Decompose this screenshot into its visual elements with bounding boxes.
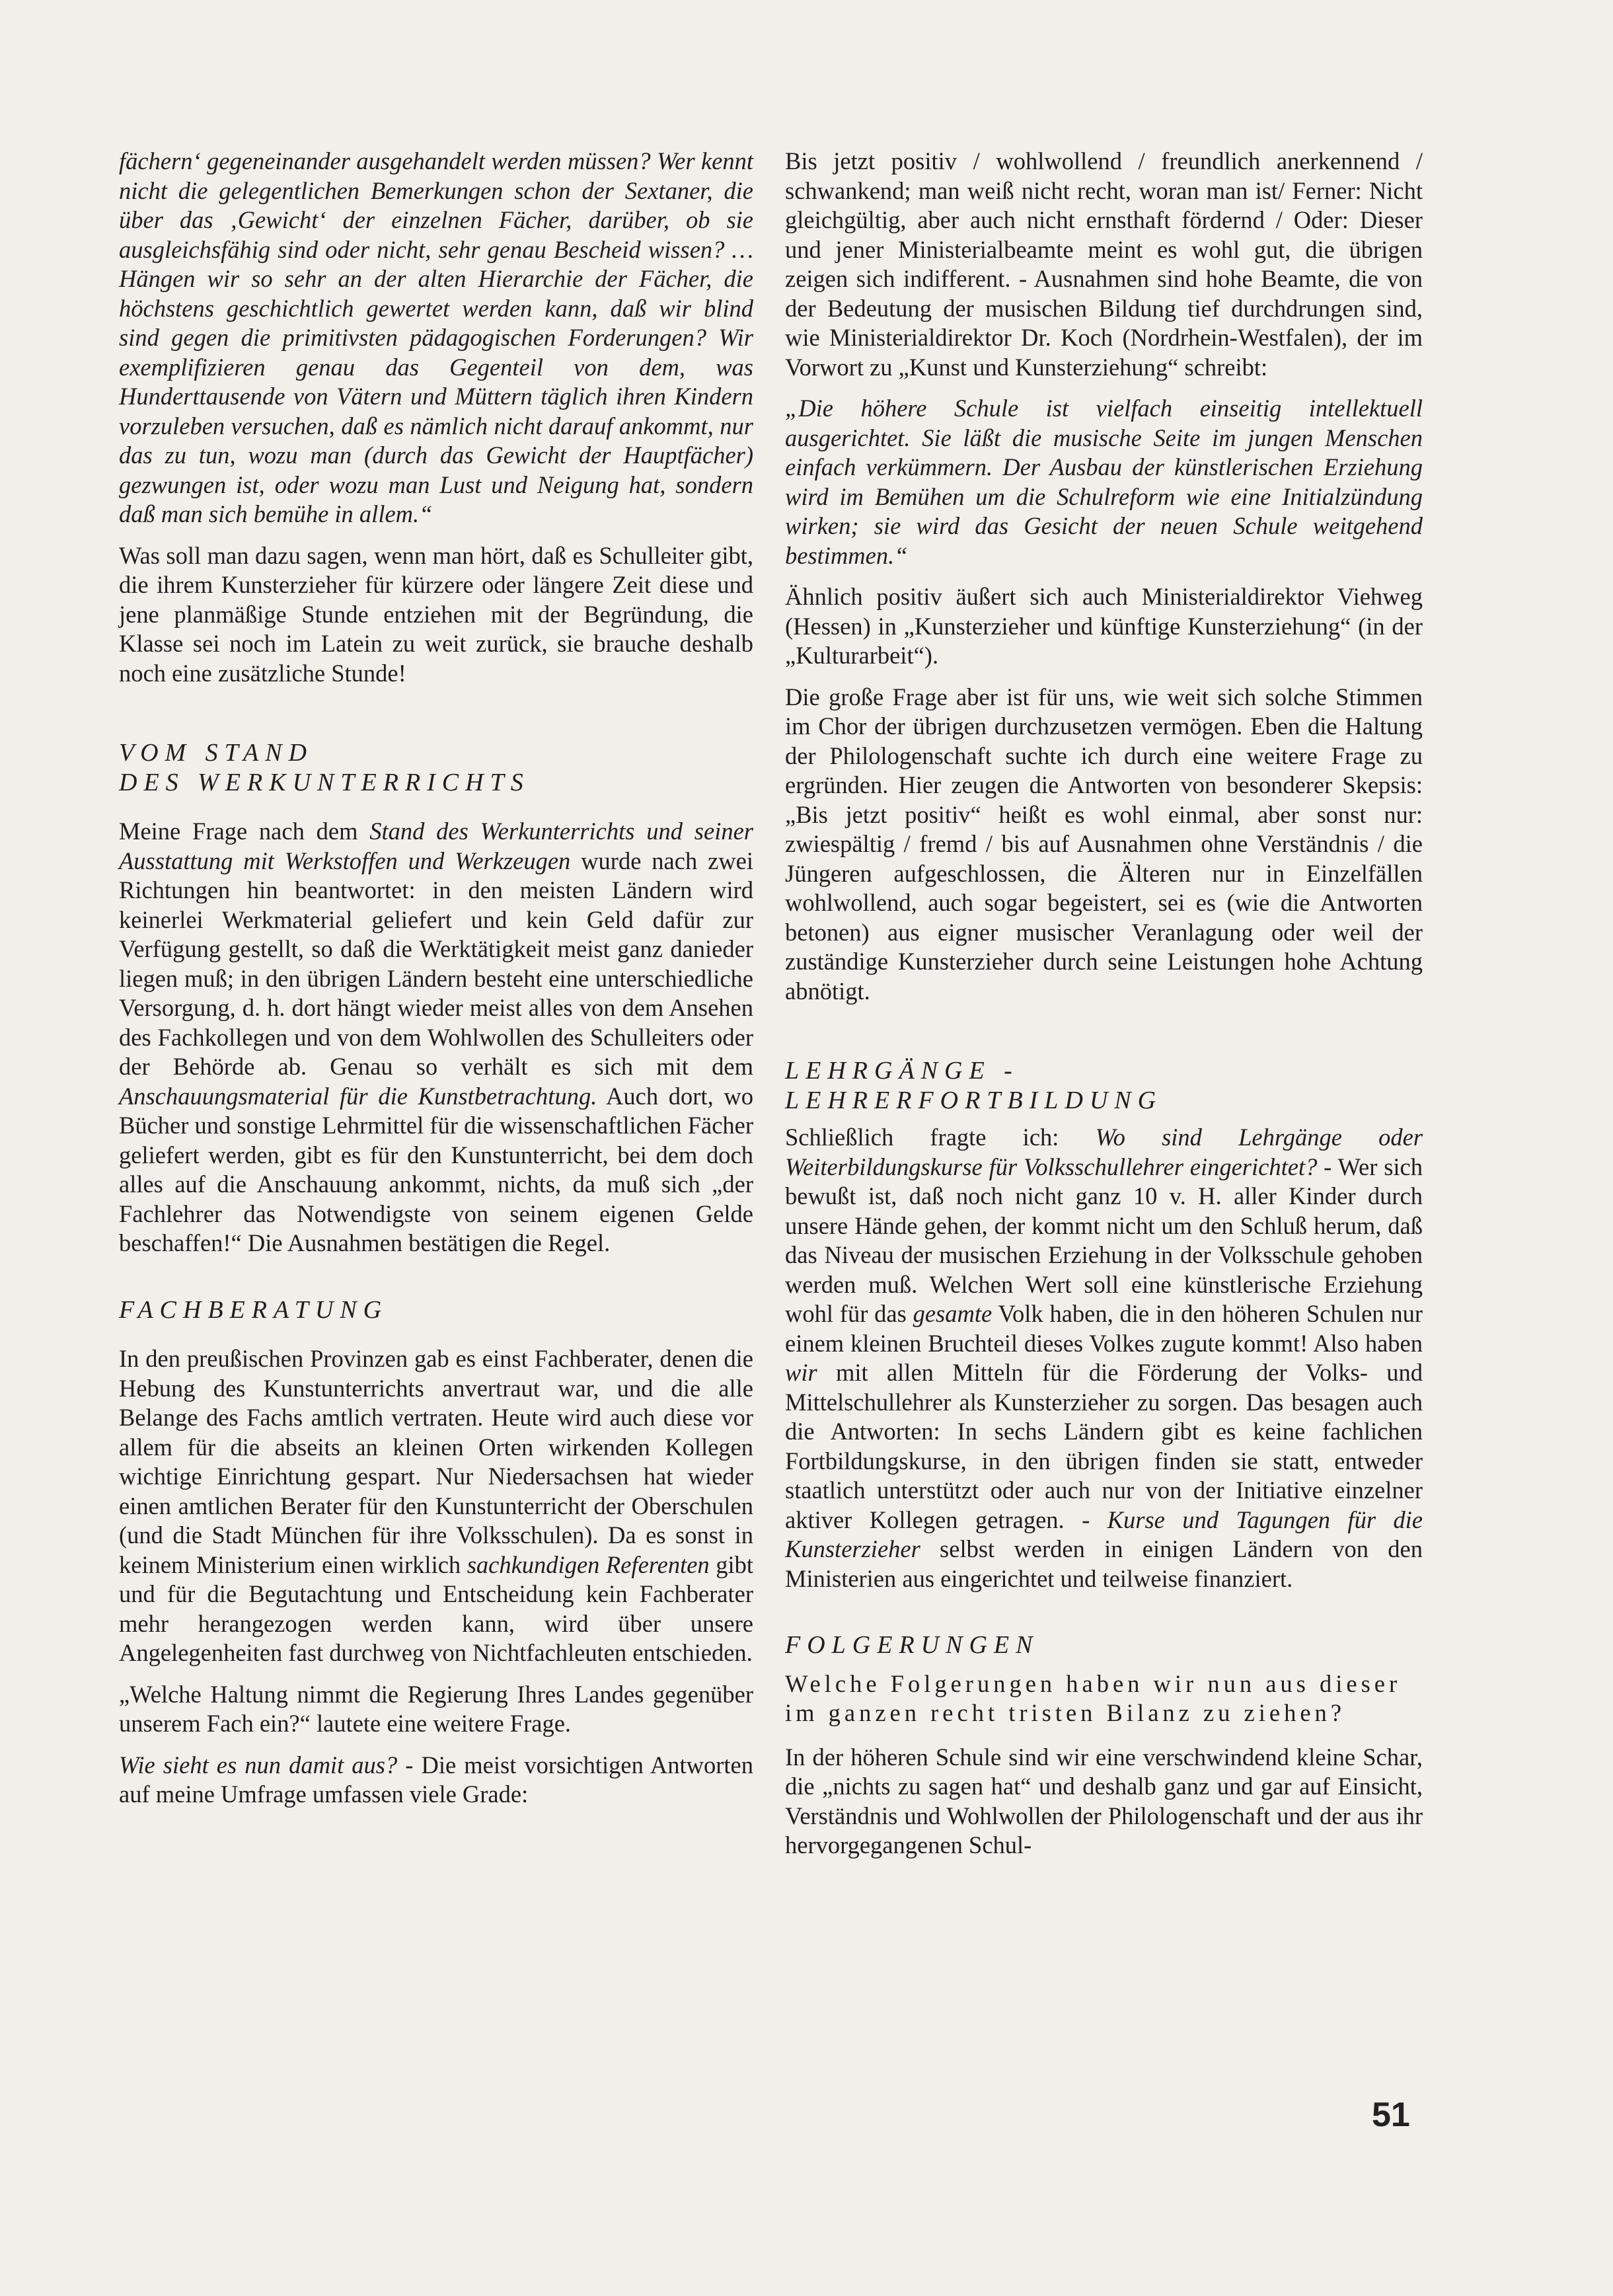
left-paragraph-quote-end: fächern‘ gegeneinander ausgehandelt werden müssen? Wer kennt nicht die gelegentlichen Bemerkungen schon der Sextaner, die über das ‚Gewicht‘ der einzelnen Fächer, darüber, ob sie ausgleichsfähig sind oder nicht, sehr genau Bescheid wissen? … Hängen wir so sehr an der alten Hierarchie der Fächer, die höchstens geschichtlich gewertet werden kann, daß wir blind sind gegen die primitivsten pädagogischen Forderungen? Wir exemplifizieren genau das Gegenteil von dem, was Hunderttausende von Vätern und Müttern täglich ihren Kindern vorzuleben versuchen, daß es nämlich nicht darauf ankommt, nur das zu tun, wozu man (durch das Gewicht der Hauptfächer) gezwungen ist, oder wozu man Lust und Neigung hat, sondern daß man sich bemühe in allem.“ [119,147,753,527]
left-column [119,147,753,1810]
heading-fachberatung: FACHBERATUNG [119,1295,389,1324]
heading-folgerungen: FOLGERUNGEN [785,1631,1039,1659]
heading-werkunterricht-line2: DES WERKUNTERRICHTS [119,768,530,796]
left-paragraph-antworten: Wie sieht es nun damit aus? - Die meist vorsichtigen Antworten auf meine Umfrage umfassen viele Grade: [119,1751,753,1808]
right-quote-koch: „Die höhere Schule ist vielfach einseitig intellektuell ausgerichtet. Sie läßt die musische Seite im jungen Menschen einfach verkümmern. Der Ausbau der künstlerischen Erziehung wird im Bemühen um die Schulreform wie eine Initialzündung wirken; sie wird das Gesicht der neuen Schule weitgehend bestimmen.“ [785,395,1423,569]
right-paragraph-lehrgaenge: Schließlich fragte ich: Wo sind Lehrgänge oder Weiterbildungskurse für Volksschullehrer eingerichtet? - Wer sich bewußt ist, daß noch nicht ganz 10 v. H. aller Kinder durch unsere Hände gehen, der kommt nicht um den Schluß herum, daß das Niveau der musischen Erziehung in der Volksschule gehoben werden muß. Welchen Wert soll eine künstlerische Erziehung wohl für das gesamte Volk haben, die in den höheren Schulen nur einem kleinen Bruchteil dieses Volkes zugute kommt! Also haben wir mit allen Mitteln für die Förderung der Volks- und Mittelschullehrer als Kunsterzieher zu sorgen. Das besagen auch die Antworten: In sechs Ländern gibt es keine fachlichen Fortbildungskurse, in den übrigen finden sie statt, entweder staatlich unterstützt oder auch nur von der Initiative einzelner aktiver Kollegen getragen. - Kurse und Tagungen für die Kunsterzieher selbst werden in einigen Ländern von den Ministerien aus eingerichtet und teilweise finanziert. [785,1124,1423,1592]
right-paragraph-viehweg: Ähnlich positiv äußert sich auch Ministerialdirektor Viehweg (Hessen) in „Kunsterzieher und künftige Kunsterziehung“ (in der „Kulturarbeit“). [785,583,1423,669]
left-paragraph-schulleiter: Was soll man dazu sagen, wenn man hört, daß es Schulleiter gibt, die ihrem Kunsterzieher für kürzere oder längere Zeit diese und jene planmäßige Stunde entziehen mit der Begründung, die Klasse sei noch im Latein zu weit zurück, sie brauche deshalb noch eine zusätzliche Stunde! [119,541,753,687]
right-paragraph-philologen: Die große Frage aber ist für uns, wie weit sich solche Stimmen im Chor der übrigen durchzusetzen vermögen. Eben die Haltung der Philologenschaft suchte ich durch eine weitere Frage zu ergründen. Hier zeugen die Antworten von besonderer Skepsis: „Bis jetzt positiv“ heißt es wohl einmal, aber sonst nur: zwiespältig / fremd / bis auf Ausnahmen ohne Verständnis / die Jüngeren aufgeschlossen, die Älteren nur in Einzelfällen wohlwollend, auch sogar begeistert, sei es (wie die Antworten betonen) aus eigner musischer Veranlagung oder weil der zuständige Kunsterzieher durch seine Leistungen hohe Achtung abnötigt. [785,683,1423,1005]
heading-lehrgaenge-line1: LEHRGÄNGE - [785,1057,1019,1085]
right-lead-folgerungen: Welche Folgerungen haben wir nun aus dieser im ganzen recht tristen Bilanz zu ziehen? [785,1669,1402,1726]
left-paragraph-fachberatung: In den preußischen Provinzen gab es einst Fachberater, denen die Hebung des Kunstunterrichts anvertraut war, und die alle Belange des Fachs amtlich vertraten. Heute wird auch diese vor allem für die abseits an kleinen Orten wirkenden Kollegen wichtige Einrichtung gespart. Nur Niedersachsen hat wieder einen amtlichen Berater für den Kunstunterricht der Oberschulen (und die Stadt München für ihre Volksschulen). Da es sonst in keinem Ministerium einen wirklich sachkundigen Referenten gibt und für die Begutachtung und Entscheidung kein Fachberater mehr herangezogen werden kann, wird über unsere Angelegenheiten fast durchweg von Nichtfachleuten entschieden. [119,1345,753,1666]
right-column [785,147,1423,1860]
left-paragraph-werkunterricht: Meine Frage nach dem Stand des Werkunterrichts und seiner Ausstattung mit Werkstoffen und Werkzeugen wurde nach zwei Richtungen hin beantwortet: in den meisten Ländern wird keinerlei Werkmaterial geliefert und kein Geld dafür zur Verfügung gestellt, so daß die Werktätigkeit meist ganz danieder liegen muß; in den übrigen Ländern besteht eine unterschiedliche Versorgung, d. h. dort hängt wieder meist alles von dem Ansehen des Fachkollegen und von dem Wohlwollen des Schulleiters oder der Behörde ab. Genau so verhält es sich mit dem Anschauungsmaterial für die Kunstbetrachtung. Auch dort, wo Bücher und sonstige Lehrmittel für die wissenschaftlichen Fächer geliefert werden, gibt es für den Kunstunterricht, bei dem doch alles auf die Anschauung ankommt, nichts, da muß sich „der Fachlehrer das Notwendigste von seinem eigenen Gelde beschaffen!“ Die Ausnahmen bestätigen die Regel. [119,818,753,1256]
heading-lehrgaenge-line2: LEHRERFORTBILDUNG [785,1086,1163,1114]
right-paragraph-grade: Bis jetzt positiv / wohlwollend / freundlich anerkennend / schwankend; man weiß nicht recht, woran man ist/ Ferner: Nicht gleichgültig, aber auch nicht ernsthaft fördernd / Oder: Dieser und jener Ministerialbeamte meint es wohl gut, die übrigen zeigen sich indifferent. - Ausnahmen sind hohe Beamte, die von der Bedeutung der musischen Bildung tief durchdrungen sind, wie Ministerialdirektor Dr. Koch (Nordrhein-Westfalen), der im Vorwort zu „Kunst und Kunsterziehung“ schreibt: [785,147,1423,381]
right-paragraph-hoehere-schule: In der höheren Schule sind wir eine verschwindend kleine Schar, die „nichts zu sagen hat“ und deshalb ganz und gar auf Einsicht, Verständnis und Wohlwollen der Philologenschaft und der aus ihr hervorgegangenen Schul- [785,1743,1423,1858]
left-paragraph-regierung: „Welche Haltung nimmt die Regierung Ihres Landes gegenüber unserem Fach ein?“ lautete eine weitere Frage. [119,1680,753,1737]
page-number: 51 [1372,2096,1410,2134]
heading-werkunterricht-line1: VOM STAND [119,739,313,767]
